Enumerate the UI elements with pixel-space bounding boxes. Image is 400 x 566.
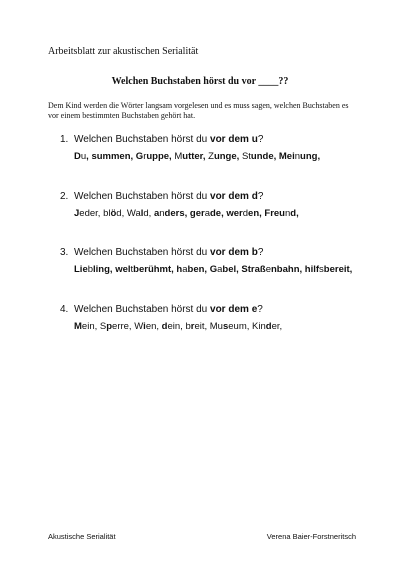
highlighted-letter: M: [74, 321, 82, 332]
highlighted-letter: a: [153, 208, 160, 219]
word-segment: St: [241, 151, 251, 162]
word-segment: d: [242, 208, 249, 219]
word-segment: eit, Mu: [194, 321, 223, 332]
question-prompt: [60, 303, 360, 316]
word-segment: ein, b: [167, 321, 191, 332]
highlighted-letter: bel, Straß: [222, 264, 266, 275]
question-2: [60, 190, 360, 220]
question-end: ?: [257, 191, 264, 202]
question-text: Welchen Buchstaben hörst du: [74, 134, 211, 145]
highlighted-letter: en, Freu: [248, 208, 285, 219]
highlighted-letter: ö: [110, 208, 117, 219]
question-end: ?: [257, 247, 264, 258]
highlighted-letter: berühmt, h: [133, 264, 183, 275]
highlighted-letter: d: [265, 321, 272, 332]
question-end: ?: [257, 134, 264, 145]
word-segment: a: [182, 264, 188, 275]
word-segment: n: [159, 208, 165, 219]
question-prompt: [60, 190, 360, 203]
word-list: [74, 151, 360, 163]
word-segment: er,: [271, 321, 283, 332]
question-number: 3.: [60, 247, 69, 258]
question-3: [60, 246, 360, 276]
word-list: [74, 321, 360, 333]
question-focus: vor dem u: [210, 134, 258, 145]
word-segment: d, Wa: [116, 208, 141, 219]
question-text: Welchen Buchstaben hörst du: [74, 191, 211, 202]
sheet-label: Arbeitsblatt zur akustischen Serialität: [48, 46, 199, 57]
question-end: ?: [257, 304, 263, 315]
word-segment: u: [80, 151, 87, 162]
highlighted-letter: unge,: [213, 151, 242, 162]
word-list: [74, 208, 360, 220]
word-segment: n: [284, 208, 291, 219]
word-segment: a: [204, 208, 210, 219]
question-4: [60, 303, 360, 333]
highlighted-letter: d,: [290, 208, 299, 219]
question-focus: vor dem b: [210, 247, 258, 258]
highlighted-letter: uppe,: [146, 151, 175, 162]
highlighted-letter: r: [190, 321, 195, 332]
highlighted-letter: ling, wel: [93, 264, 131, 275]
word-segment: s: [319, 264, 324, 275]
question-focus: vor dem d: [210, 191, 258, 202]
highlighted-letter: de, wer: [209, 208, 243, 219]
question-prompt: [60, 133, 360, 146]
word-segment: d,: [143, 208, 154, 219]
word-list: [74, 264, 360, 276]
word-segment: e: [265, 264, 271, 275]
highlighted-letter: l: [140, 208, 144, 219]
worksheet-title: Welchen Buchstaben hörst du vor ____??: [111, 76, 289, 87]
word-segment: eum, Kin: [228, 321, 266, 332]
intro-text: Dem Kind werden die Wörter langsam vorgelesen und es muss sagen, welchen Buchstaben es vor einem bestimmten Buchstaben gehört hat.: [48, 101, 349, 120]
word-segment: Z: [208, 151, 214, 162]
highlighted-letter: ben, G: [187, 264, 218, 275]
question-number: 1.: [60, 134, 69, 145]
word-segment: ein, S: [81, 321, 107, 332]
question-number: 4.: [60, 304, 69, 315]
question-1: [60, 133, 360, 163]
word-segment: M: [174, 151, 183, 162]
word-segment: en,: [145, 321, 162, 332]
highlighted-letter: J: [74, 208, 80, 219]
highlighted-letter: unde, Mei: [250, 151, 295, 162]
question-text: Welchen Buchstaben hörst du: [74, 304, 211, 315]
word-segment: a: [217, 264, 223, 275]
highlighted-letter: ders, ger: [164, 208, 205, 219]
highlighted-letter: i: [143, 321, 146, 332]
question-number: 2.: [60, 191, 69, 202]
word-segment: eder, bl: [79, 208, 111, 219]
word-segment: erre, W: [112, 321, 144, 332]
question-text: Welchen Buchstaben hörst du: [74, 247, 211, 258]
highlighted-letter: p: [106, 321, 113, 332]
highlighted-letter: d: [161, 321, 168, 332]
footer-left: Akustische Serialität: [48, 532, 116, 541]
word-segment: r: [143, 151, 147, 162]
question-focus: vor dem e: [210, 304, 258, 315]
highlighted-letter: D: [74, 151, 81, 162]
highlighted-letter: , summen, G: [86, 151, 144, 162]
word-segment: b: [87, 264, 94, 275]
word-segment: n: [294, 151, 301, 162]
highlighted-letter: ung,: [300, 151, 321, 162]
highlighted-letter: nbahn, hilf: [271, 264, 320, 275]
highlighted-letter: bereit,: [323, 264, 353, 275]
word-segment: t: [130, 264, 134, 275]
footer-right: Verena Baier-Forstneritsch: [266, 532, 356, 541]
question-prompt: [60, 246, 360, 259]
highlighted-letter: s: [222, 321, 229, 332]
highlighted-letter: Lie: [74, 264, 88, 275]
highlighted-letter: utter,: [182, 151, 209, 162]
